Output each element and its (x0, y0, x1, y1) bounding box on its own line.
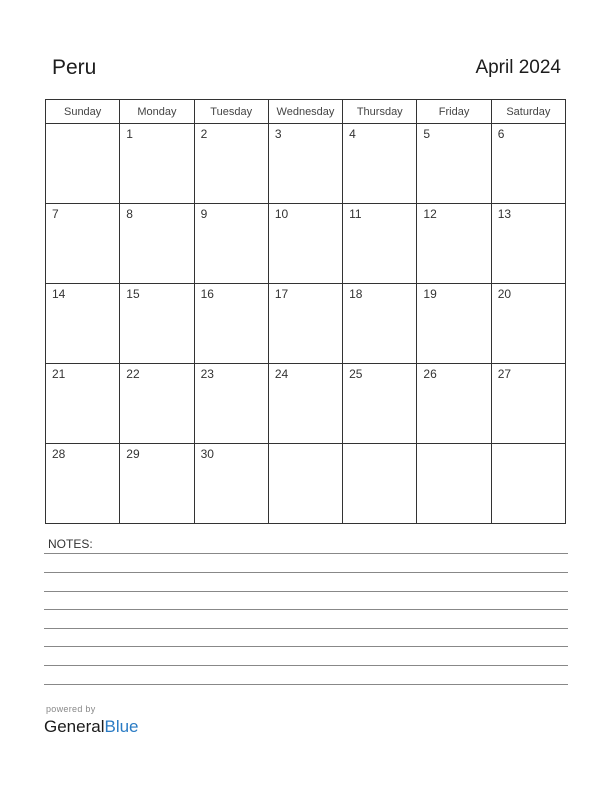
day-cell: 9 (194, 204, 268, 284)
note-line (44, 684, 568, 685)
day-cell: 20 (491, 284, 565, 364)
day-cell: 27 (491, 364, 565, 444)
note-line (44, 628, 568, 629)
day-cell: 30 (194, 444, 268, 524)
note-line (44, 665, 568, 666)
day-cell: 6 (491, 124, 565, 204)
month-title: April 2024 (475, 57, 561, 78)
day-cell: 17 (268, 284, 342, 364)
day-cell: 1 (120, 124, 194, 204)
day-cell: 29 (120, 444, 194, 524)
weekday-header: Wednesday (268, 100, 342, 124)
day-cell: 15 (120, 284, 194, 364)
day-cell: 25 (343, 364, 417, 444)
week-row (46, 284, 566, 364)
day-cell: 2 (194, 124, 268, 204)
day-cell (343, 444, 417, 524)
note-line (44, 553, 568, 554)
day-cell: 10 (268, 204, 342, 284)
day-cell: 7 (46, 204, 120, 284)
day-cell: 26 (417, 364, 491, 444)
powered-by-text: powered by (46, 704, 96, 714)
notes-label: NOTES: (48, 537, 93, 551)
country-title: Peru (52, 56, 97, 79)
day-cell: 11 (343, 204, 417, 284)
day-cell: 21 (46, 364, 120, 444)
day-cell: 19 (417, 284, 491, 364)
day-cell: 12 (417, 204, 491, 284)
day-cell: 23 (194, 364, 268, 444)
weekday-header: Saturday (491, 100, 565, 124)
day-cell: 16 (194, 284, 268, 364)
brand-logo (44, 717, 139, 737)
calendar-grid (45, 99, 566, 524)
note-line (44, 591, 568, 592)
brand-name-part1: General (44, 717, 105, 736)
weekday-header: Tuesday (194, 100, 268, 124)
weekday-header: Sunday (46, 100, 120, 124)
day-cell (491, 444, 565, 524)
day-cell: 13 (491, 204, 565, 284)
day-cell: 14 (46, 284, 120, 364)
week-row (46, 204, 566, 284)
weekday-header: Friday (417, 100, 491, 124)
weekday-header: Monday (120, 100, 194, 124)
weekday-header: Thursday (343, 100, 417, 124)
day-cell: 8 (120, 204, 194, 284)
day-cell: 3 (268, 124, 342, 204)
day-cell (417, 444, 491, 524)
weekday-header-row (46, 100, 566, 124)
week-row (46, 444, 566, 524)
week-row (46, 364, 566, 444)
day-cell: 18 (343, 284, 417, 364)
day-cell: 24 (268, 364, 342, 444)
day-cell: 5 (417, 124, 491, 204)
note-line (44, 609, 568, 610)
brand-name-part2: Blue (104, 717, 139, 736)
note-line (44, 646, 568, 647)
day-cell: 4 (343, 124, 417, 204)
day-cell: 28 (46, 444, 120, 524)
day-cell (46, 124, 120, 204)
day-cell (268, 444, 342, 524)
week-row (46, 124, 566, 204)
day-cell: 22 (120, 364, 194, 444)
note-line (44, 572, 568, 573)
